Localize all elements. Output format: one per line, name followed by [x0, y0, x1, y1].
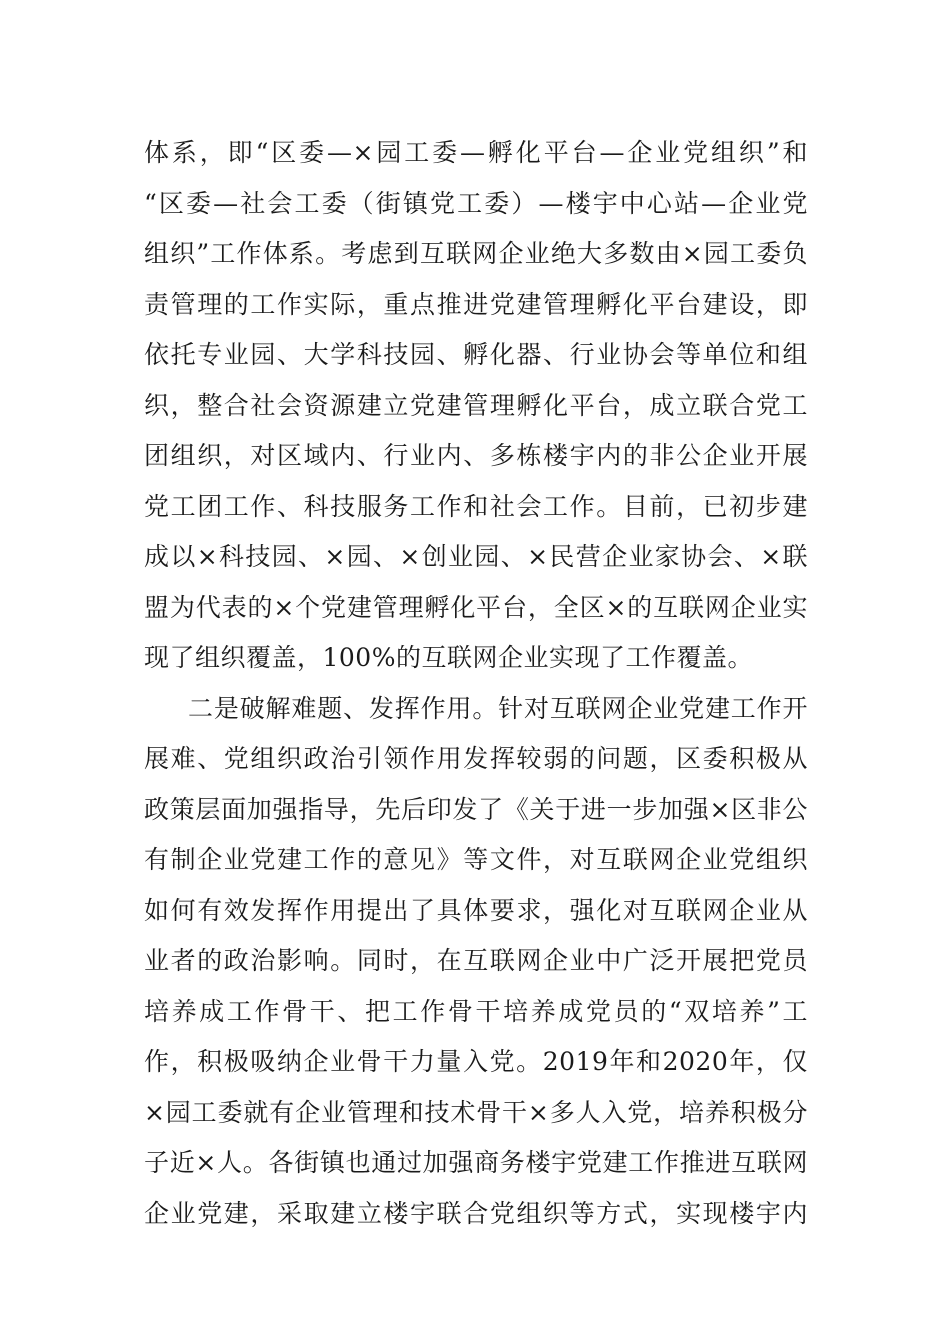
text-line: 组织”工作体系。考虑到互联网企业绝大多数由×园工委负: [144, 239, 808, 268]
text-line: 作，积极吸纳企业骨干力量入党。2019年和2020年，仅: [144, 1047, 808, 1076]
text-line: “区委—社会工委（街镇党工委）—楼宇中心站—企业党: [144, 188, 808, 218]
text-line: 培养成工作骨干、把工作骨干培养成党员的“双培养”工: [144, 996, 808, 1026]
text-line: 子近×人。各街镇也通过加强商务楼宇党建工作推进互联网: [144, 1148, 808, 1177]
text-line: 团组织，对区域内、行业内、多栋楼宇内的非公企业开展: [144, 441, 808, 470]
text-line: 责管理的工作实际，重点推进党建管理孵化平台建设，即: [144, 289, 808, 319]
paragraph-2: [144, 684, 808, 1240]
text-line: ×园工委就有企业管理和技术骨干×多人入党，培养积极分: [144, 1097, 808, 1127]
text-line: 二是破解难题、发挥作用。针对互联网企业党建工作开: [188, 693, 808, 723]
text-line: 盟为代表的×个党建管理孵化平台，全区×的互联网企业实: [144, 592, 808, 622]
text-line: 政策层面加强指导，先后印发了《关于进一步加强×区非公: [144, 794, 808, 824]
text-line: 如何有效发挥作用提出了具体要求，强化对互联网企业从: [144, 895, 808, 925]
document-body: [144, 128, 808, 1239]
text-line: 党工团工作、科技服务工作和社会工作。目前，已初步建: [144, 491, 808, 521]
text-line: 成以×科技园、×园、×创业园、×民营企业家协会、×联: [144, 542, 808, 571]
text-line: 体系，即“区委—×园工委—孵化平台—企业党组织”和: [144, 138, 808, 167]
text-line: 企业党建，采取建立楼宇联合党组织等方式，实现楼宇内: [144, 1198, 808, 1228]
text-line: 展难、党组织政治引领作用发挥较弱的问题，区委积极从: [144, 744, 808, 773]
paragraph-1: [144, 128, 808, 684]
text-line: 现了组织覆盖，100%的互联网企业实现了工作覆盖。: [144, 643, 753, 672]
text-line: 依托专业园、大学科技园、孵化器、行业协会等单位和组: [144, 340, 808, 369]
text-line: 业者的政治影响。同时，在互联网企业中广泛开展把党员: [144, 946, 808, 975]
text-line: 有制企业党建工作的意见》等文件，对互联网企业党组织: [144, 845, 808, 874]
text-line: 织，整合社会资源建立党建管理孵化平台，成立联合党工: [144, 390, 808, 420]
